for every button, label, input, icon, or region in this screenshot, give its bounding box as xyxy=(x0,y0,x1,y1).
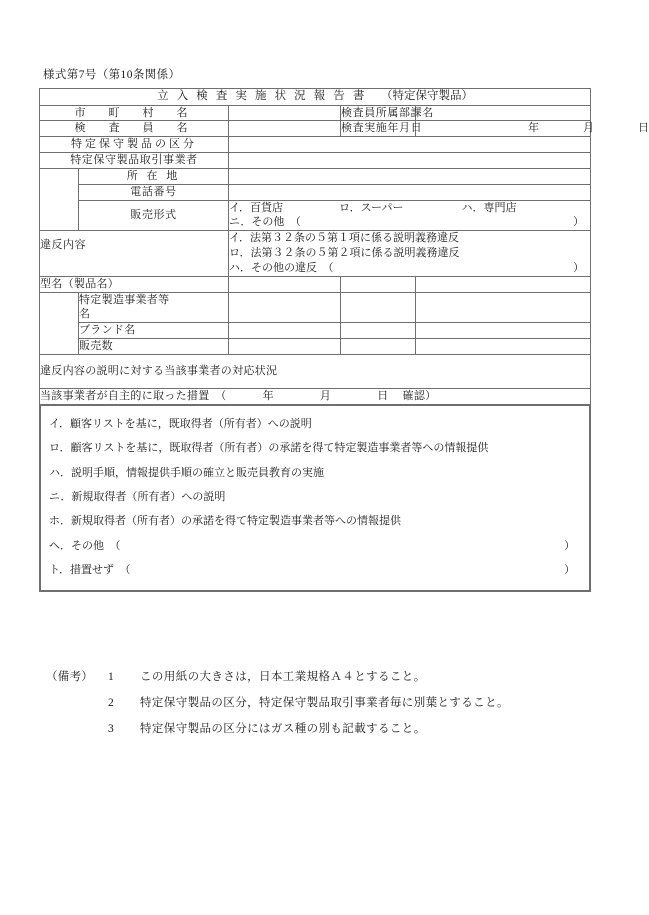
notes-section xyxy=(46,668,591,746)
form-number: 様式第7号（第10条関係） xyxy=(43,69,181,81)
table-row-sales-format xyxy=(40,200,591,231)
measure-item-he-text: ヘ．その他 （ xyxy=(49,539,121,552)
dealer-indent-cell xyxy=(40,168,79,230)
date-day-label: 日 xyxy=(638,122,649,135)
voluntary-year-label: 年 xyxy=(262,390,274,403)
sales-count-label: 販売数 xyxy=(79,339,229,355)
note-row-2 xyxy=(46,694,591,710)
table-row-measures-list xyxy=(40,404,591,591)
sales-count-value-1[interactable] xyxy=(229,339,341,355)
measure-item-ro-text: ロ．顧客リストを基に，既取得者（所有者）の承諾を得て特定製造事業者等への情報提供 xyxy=(49,442,489,455)
measure-item-he[interactable] xyxy=(49,534,581,558)
note-text-2: 特定保守製品の区分，特定保守製品取引事業者毎に別葉とすること。 xyxy=(140,697,509,709)
measure-item-to-text: ト．措置せず （ xyxy=(49,564,131,577)
manufacturer-value-2[interactable] xyxy=(341,292,416,323)
table-row-title xyxy=(40,89,591,106)
sales-option-other-close-paren: ） xyxy=(573,216,585,229)
model-name-value-2[interactable] xyxy=(341,276,416,292)
sales-format-line-1 xyxy=(229,201,590,216)
model-name-label: 型名（製品名） xyxy=(40,276,229,292)
measure-item-ha-text: ハ．説明手順，情報提供手順の確立と販売員教育の実施 xyxy=(49,466,324,479)
measure-item-ho-text: ホ．新規取得者（所有者）の承諾を得て特定製造事業者等への情報提供 xyxy=(49,515,401,528)
note-text-3: 特定保守製品の区分にはガス種の別も記載すること。 xyxy=(140,723,426,735)
response-status-cell[interactable] xyxy=(40,355,591,389)
brand-value-1[interactable] xyxy=(229,323,341,339)
phone-value[interactable] xyxy=(229,184,591,200)
response-status-label: 違反内容の説明に対する当該事業者の対応状況 xyxy=(40,365,278,378)
table-row-address xyxy=(40,168,591,184)
brand-label: ブランド名 xyxy=(79,323,229,339)
manufacturer-value-3[interactable] xyxy=(416,292,591,323)
measure-item-ho[interactable] xyxy=(49,509,581,533)
table-row-response-status xyxy=(40,355,591,389)
dealer-value[interactable] xyxy=(229,153,591,169)
note-number-3: 3 xyxy=(108,723,114,735)
note-number-2: 2 xyxy=(108,697,114,709)
inspector-name-label: 検 査 員 名 xyxy=(40,121,229,137)
measures-list-cell xyxy=(40,404,591,591)
municipality-label: 市 町 村 名 xyxy=(40,105,229,121)
table-row-brand xyxy=(40,323,591,339)
notes-heading: （備考） xyxy=(46,671,94,683)
table-row-inspector xyxy=(40,121,591,137)
measure-item-i[interactable] xyxy=(49,412,581,436)
brand-value-3[interactable] xyxy=(416,323,591,339)
measures-box xyxy=(40,405,590,591)
product-category-label: 特定保守製品の区分 xyxy=(40,137,229,153)
report-title-suffix: （特定保守製品） xyxy=(380,90,473,102)
measure-item-ni[interactable] xyxy=(49,485,581,509)
report-title-cell xyxy=(40,89,591,106)
inspector-dept-label: 検査員所属部課名 xyxy=(341,105,416,121)
manufacturer-label xyxy=(79,292,229,323)
inspection-report-table xyxy=(39,88,649,592)
table-row-municipality xyxy=(40,105,591,121)
violation-option-1[interactable]: イ．法第３２条の５第１項に係る説明義務違反 xyxy=(229,232,460,245)
address-label: 所 在 地 xyxy=(79,168,229,184)
date-month-label: 月 xyxy=(583,122,594,135)
voluntary-day-label: 日 xyxy=(377,390,389,403)
sales-option-other[interactable]: ニ．その他 （ xyxy=(229,216,301,229)
violation-label: 違反内容 xyxy=(40,231,229,277)
measure-item-ni-text: ニ．新規取得者（所有者）への説明 xyxy=(49,491,226,504)
manufacturer-label-line2: 名 xyxy=(79,308,91,321)
sales-option-supermarket[interactable]: ロ．スーパー xyxy=(339,201,404,214)
table-row-product-category xyxy=(40,137,591,153)
voluntary-confirm-label: 確認） xyxy=(402,390,437,403)
table-row-manufacturer xyxy=(40,292,591,323)
manufacturer-value-1[interactable] xyxy=(229,292,341,323)
measure-item-i-text: イ．顧客リストを基に，既取得者（所有者）への説明 xyxy=(49,417,312,430)
violation-option-other-text: ハ．その他の違反 （ xyxy=(229,261,334,274)
measure-item-ha[interactable] xyxy=(49,461,581,485)
voluntary-measures-header-cell[interactable] xyxy=(40,389,591,405)
measure-item-to-close-paren: ） xyxy=(564,564,576,577)
report-title: 立 入 検 査 実 施 状 況 報 告 書 xyxy=(157,90,367,102)
inspection-date-label: 検査実施年月日 xyxy=(341,121,416,137)
dealer-label: 特定保守製品取引事業者 xyxy=(40,153,229,169)
violation-option-2[interactable]: ロ．法第３２条の５第２項に係る説明義務違反 xyxy=(229,247,460,260)
table-row-model-name xyxy=(40,276,591,292)
note-text-1: この用紙の大きさは，日本工業規格Ａ４とすること。 xyxy=(140,671,426,683)
measure-item-to[interactable] xyxy=(49,558,581,582)
sales-count-value-2[interactable] xyxy=(341,339,416,355)
table-row-phone xyxy=(40,184,591,200)
sales-format-label: 販売形式 xyxy=(79,200,229,231)
address-value[interactable] xyxy=(229,168,591,184)
table-row-violation xyxy=(40,231,591,277)
sales-option-specialty-store[interactable]: ハ．専門店 xyxy=(461,201,517,214)
date-year-label: 年 xyxy=(528,122,539,135)
model-name-value-1[interactable] xyxy=(229,276,341,292)
product-category-value[interactable] xyxy=(229,137,591,153)
inspector-dept-value[interactable] xyxy=(416,105,591,121)
voluntary-month-label: 月 xyxy=(319,390,332,403)
inspection-date-value[interactable] xyxy=(416,121,649,137)
measure-item-he-close-paren: ） xyxy=(564,539,576,552)
sales-format-line-2 xyxy=(229,215,590,230)
model-indent-cell xyxy=(40,292,79,354)
sales-format-options[interactable] xyxy=(229,200,591,231)
voluntary-measures-label: 当該事業者が自主的に取った措置 （ xyxy=(40,390,227,403)
phone-label: 電話番号 xyxy=(79,184,229,200)
violation-other-close-paren: ） xyxy=(573,261,585,274)
sales-count-value-3[interactable] xyxy=(416,339,591,355)
violation-options[interactable] xyxy=(229,231,591,277)
brand-value-2[interactable] xyxy=(341,323,416,339)
table-row-sales-count xyxy=(40,339,591,355)
note-row-3 xyxy=(46,720,591,736)
manufacturer-label-line1: 特定製造事業者等 xyxy=(79,293,170,306)
table-row-dealer xyxy=(40,153,591,169)
sales-option-department-store[interactable]: イ．百貨店 xyxy=(229,201,284,214)
inspector-name-value[interactable] xyxy=(229,121,341,137)
table-row-voluntary-measures-header xyxy=(40,389,591,405)
municipality-value[interactable] xyxy=(229,105,341,121)
note-number-1: 1 xyxy=(108,671,114,683)
violation-option-3[interactable] xyxy=(229,261,590,276)
model-name-value-3[interactable] xyxy=(416,276,591,292)
note-row-1 xyxy=(46,668,591,684)
measure-item-ro[interactable] xyxy=(49,436,581,460)
